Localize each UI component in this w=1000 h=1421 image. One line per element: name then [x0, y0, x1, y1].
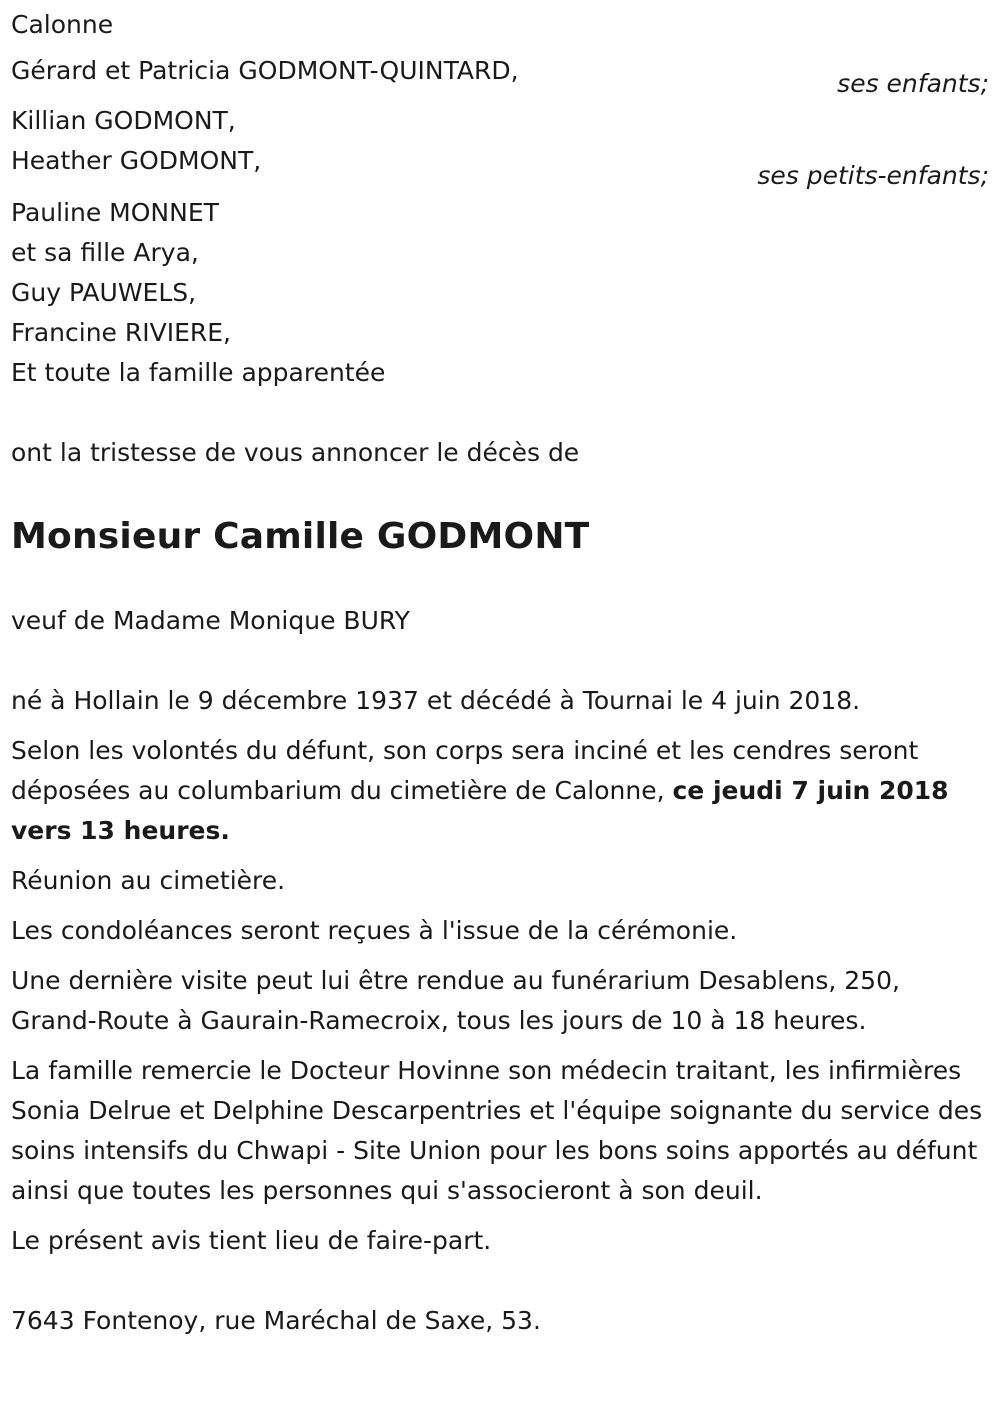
children-role: ses enfants; — [837, 69, 989, 98]
relative-line: Et toute la famille apparentée — [11, 358, 386, 387]
thanks-paragraph: La famille remercie le Docteur Hovinne son médecin traitant, les infirmières Sonia Delrue et Delphine Descarpentries et l'équipe soignante du service des soins intensifs du Chwapi - Site Union pour les bons soins apportés au défunt ainsi que toutes les personnes qui s'associeront à son deuil. — [11, 1056, 983, 1205]
address: 7643 Fontenoy, rue Maréchal de Saxe, 53. — [11, 1306, 541, 1335]
widower-of: veuf de Madame Monique BURY — [11, 606, 410, 635]
birth-death: né à Hollain le 9 décembre 1937 et décédé à Tournai le 4 juin 2018. — [11, 686, 861, 715]
ceremony-text: Selon les volontés du défunt, son corps sera inciné et les cendres seront déposées au columbarium du cimetière de Calonne, — [11, 736, 919, 805]
relative-line: et sa fille Arya, — [11, 238, 199, 267]
faire-part-note: Le présent avis tient lieu de faire-part. — [11, 1226, 492, 1255]
ceremony-datetime: ce jeudi 7 juin 2018 vers 13 heures. — [11, 776, 949, 845]
grandchild-name: Killian GODMONT, — [11, 106, 236, 135]
relative-line: Guy PAUWELS, — [11, 278, 197, 307]
grandchildren-role: ses petits-enfants; — [757, 161, 989, 190]
children-group — [11, 51, 989, 98]
locality: Calonne — [11, 10, 114, 39]
meeting-note: Réunion au cimetière. — [11, 866, 286, 895]
grandchildren-group — [11, 101, 989, 190]
other-relatives — [11, 193, 989, 393]
children-name: Gérard et Patricia GODMONT-QUINTARD, — [11, 56, 519, 85]
ceremony-paragraph — [11, 731, 989, 851]
announcement: ont la tristesse de vous annoncer le décès de — [11, 438, 580, 467]
relative-line: Pauline MONNET — [11, 198, 219, 227]
grandchild-name: Heather GODMONT, — [11, 146, 262, 175]
obituary-notice — [11, 5, 989, 1341]
visit-note: Une dernière visite peut lui être rendue au funérarium Desablens, 250, Grand-Route à Gaurain-Ramecroix, tous les jours de 10 à 18 heures. — [11, 966, 900, 1035]
deceased-name: Monsieur Camille GODMONT — [11, 516, 590, 557]
condolences-note: Les condoléances seront reçues à l'issue de la cérémonie. — [11, 916, 738, 945]
relative-line: Francine RIVIERE, — [11, 318, 231, 347]
